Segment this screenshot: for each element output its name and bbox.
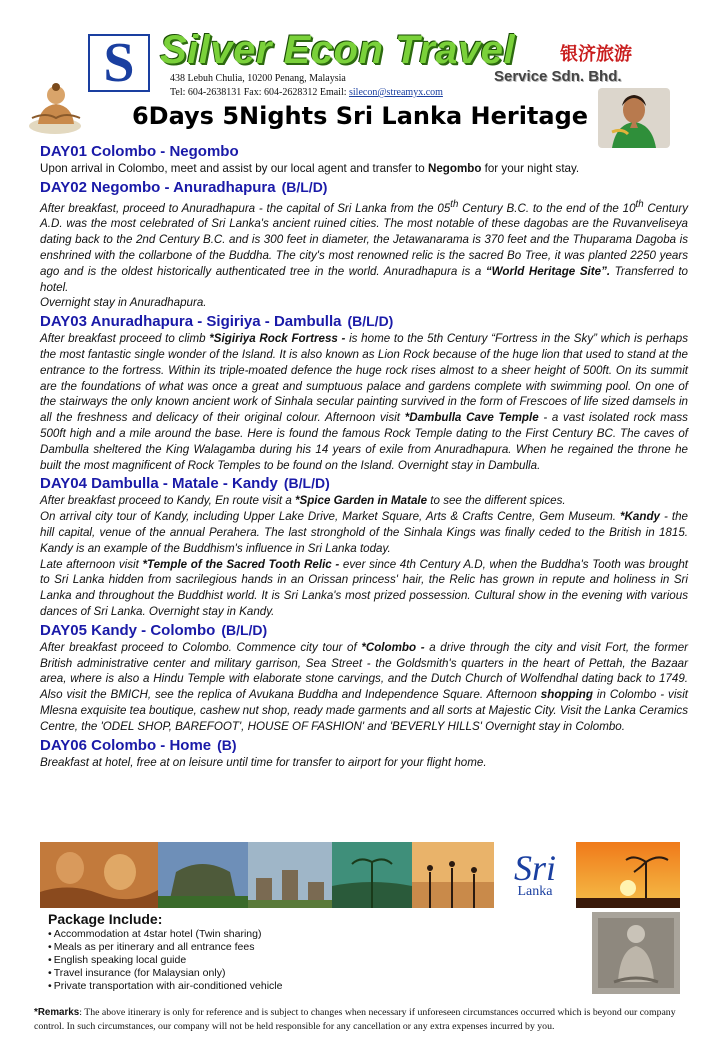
day-heading: DAY02 Negombo - Anuradhapura (B/L/D) xyxy=(40,178,328,196)
list-item: • Meals as per itinerary and all entrance fees xyxy=(48,941,468,954)
remarks: *Remarks: The above itinerary is only for reference and is subject to changes when necessary if unforeseen circumstances occurred which is beyond our company control. In such circumstances, our company will not be held responsible for any cancellation or any extra expenses incurred by you. xyxy=(34,1007,676,1032)
sunset-photo xyxy=(576,842,680,908)
day-section xyxy=(40,736,688,771)
rock-fortress-photo xyxy=(158,842,248,908)
palm-beach-photo xyxy=(332,842,412,908)
day-heading: DAY05 Kandy - Colombo (B/L/D) xyxy=(40,621,268,639)
package-list xyxy=(48,928,468,993)
day-section xyxy=(40,178,688,311)
ruins-photo xyxy=(248,842,332,908)
sri-lanka-logo-line2: Lanka xyxy=(517,884,553,899)
day-heading: DAY03 Anuradhapura - Sigiriya - Dambulla (B/L/D) xyxy=(40,313,394,331)
day-section xyxy=(40,474,688,619)
list-item: • Travel insurance (for Malaysian only) xyxy=(48,967,468,980)
package-title: Package Include: xyxy=(48,911,163,927)
logo-s-icon: S xyxy=(88,34,150,92)
package-include xyxy=(48,911,468,993)
company-name: Silver Econ Travel xyxy=(160,28,516,72)
day-section xyxy=(40,142,688,177)
company-contact: Tel: 604-2638131 Fax: 604-2628312 Email: silecon@streamyx.com xyxy=(170,87,443,98)
day-section xyxy=(40,312,688,473)
list-item: • English speaking local guide xyxy=(48,954,468,967)
day-description: Upon arrival in Colombo, meet and assist by our local agent and transfer to Negombo for your night stay. xyxy=(40,162,580,175)
email-link[interactable]: silecon@streamyx.com xyxy=(349,87,443,98)
day-description: After breakfast, proceed to Anuradhapura - the capital of Sri Lanka from the 05th Century B.C. to the end of the 10th Century A.D. was the most celebrated of Sri Lanka's ancient ruined cities. The most notable of these dagobas are the Ruvanveliseya dating back to the 2nd Century B.C. and is 300 feet in diameter, the Jetawanarama is 370 feet and the Thuparama Dagoba is enshrined with the collarbone of the Buddha. The city's most renowned relic is the sacred Bo Tree, it was planted 2250 years ago and is the oldest historically authenticated tree in the world. Anuradhapura is a “World Heritage Site”. Transferred to hotel. Overnight stay in Anuradhapura. xyxy=(40,198,688,310)
sri-lanka-logo xyxy=(494,842,576,908)
day-section xyxy=(40,621,688,735)
day-description: Breakfast at hotel, free at on leisure until time for transfer to airport for your flight home. xyxy=(40,755,487,769)
day-description: After breakfast proceed to Kandy, En route visit a *Spice Garden in Matale to see the different spices. On arrival city tour of Kandy, including Upper Lake Drive, Market Square, Arts & Crafts Centre, Gem Museum. *Kandy - the hill capital, venue of the annual Perahera. The last stronghold of the Sinhala Kings was finally ceded to the British in 1815. Kandy is an example of the Buddhism's influence in Sri Lanka today. Late afternoon visit *Temple of the Sacred Tooth Relic - ever since 4th Century A.D, when the Buddha's Tooth was brought to Sri Lanka hidden from sacrilegious hands in an Orissan princess' hair, the Relic has grown in repute and holiness in Sri Lanka and throughout the Buddhist world. It is Sri Lanka's most prized possession. Cultural show in the evening with various dances of Sri Lanka. Overnight stay in Kandy. xyxy=(40,494,689,618)
list-item: • Private transportation with air-conditioned vehicle xyxy=(48,980,468,993)
fresco-photo xyxy=(40,842,158,908)
stilt-fishermen-photo xyxy=(412,842,494,908)
photo-banner xyxy=(40,842,680,908)
page-title: 6Days 5Nights Sri Lanka Heritage xyxy=(131,102,589,130)
itinerary xyxy=(40,142,688,771)
day-heading: DAY01 Colombo - Negombo xyxy=(40,143,239,160)
day-description: After breakfast proceed to Colombo. Commence city tour of *Colombo - a drive through the city and visit Fort, the former British administrative center and military garrison, Sea Street - the Goldsmith's quarters in the heart of Pettah, the Bazaar area, where is also a Hindu Temple with elaborate stone carvings, and the Dutch Church of Wolfendhal dating back to 1749. Also visit the BMICH, see the replica of Avukana Buddha and Independence Square. Afternoon shopping in Colombo - visit Mlesna exquisite tea boutique, cashew nut shop, ready made garments and all sorts at Majestic City. Visit the Lanka Ceramics Centre, the 'ODEL SHOP, BAREFOOT', HOUSE OF FASHION' and 'BEVERLY HILLS' Overnight stay in Colombo. xyxy=(40,640,688,733)
service-label: Service Sdn. Bhd. xyxy=(494,68,622,85)
buddha-statue-icon xyxy=(592,912,680,994)
header xyxy=(0,0,720,150)
company-address: 438 Lebuh Chulia, 10200 Penang, Malaysia xyxy=(170,73,346,84)
day-description: After breakfast proceed to climb *Sigiriya Rock Fortress - is home to the 5th Century “Fortress in the Sky” which is perhaps the most fantastic single wonder of the Island. It is also known as Lion Rock because of the huge lion that used to stand at the entrance to the fortress. Within its triple-moated defence the huge rock rises almost to a sheer height of 500ft. On its summit are the foundations of what was once a great and sumptuous palace and gardens complete with swimming pool. On one of the stairways the only known ancient work of Sinhala secular painting survived in the form of Frescoes of life sized damsels in all the freshness and delicacy of their original colour. Afternoon visit *Dambulla Cave Temple - a vast isolated rock mass 500ft high and a mile around the base. Here is found the famous Rock Temple dating to the First Century BC. The caves of Dambulla sheltered the King Walagamba during his 14 years of exile from Anuradhapura. When he regained the throne he built the most magnificent of Rock Temples to be found on the Island. Overnight stay in Dambulla. xyxy=(40,332,688,472)
day-heading: DAY04 Dambulla - Matale - Kandy (B/L/D) xyxy=(40,475,330,493)
chinese-name: 银济旅游 xyxy=(560,44,632,65)
day-heading: DAY06 Colombo - Home (B) xyxy=(40,736,237,754)
sri-lanka-logo-line1: Sri xyxy=(513,848,556,888)
list-item: • Accommodation at 4star hotel (Twin sharing) xyxy=(48,928,468,941)
